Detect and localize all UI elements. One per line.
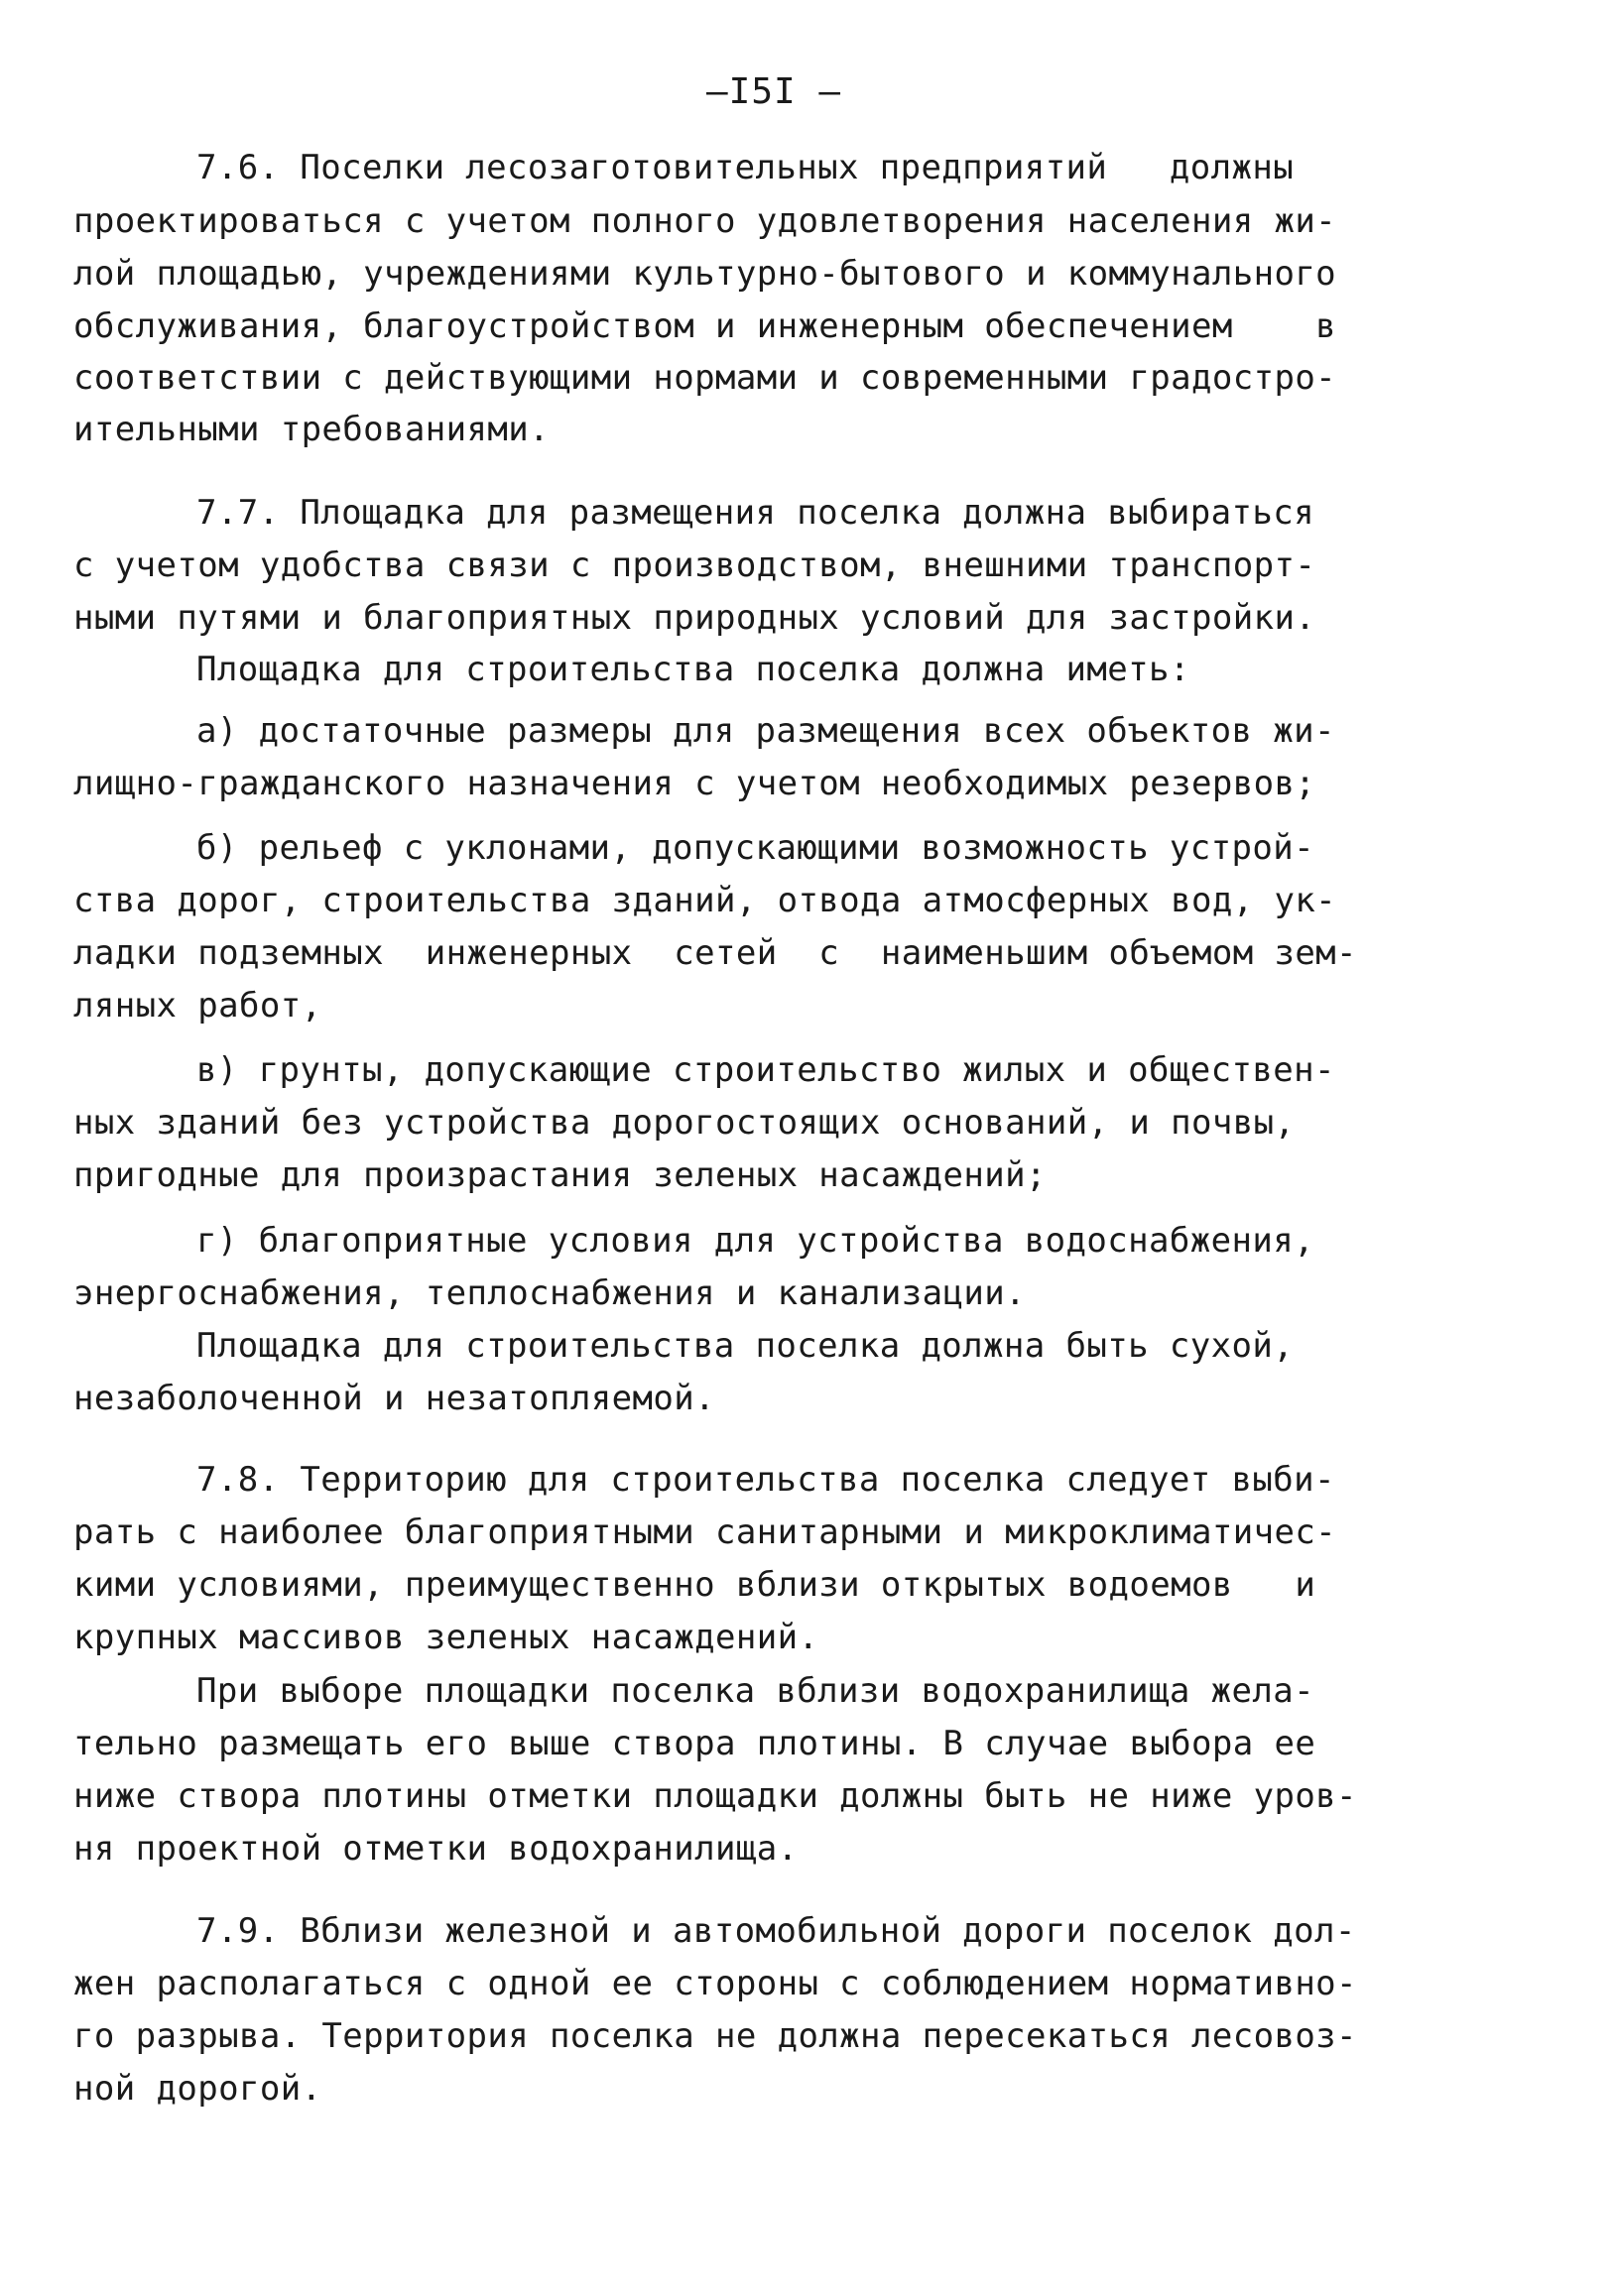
text-line: рать с наиболее благоприятными санитарными и микроклиматичес- [73, 1512, 1337, 1552]
text-line: а) достаточные размеры для размещения всех объектов жи- [196, 711, 1335, 751]
text-line: проектироваться с учетом полного удовлетворения населения жи- [73, 201, 1337, 241]
text-line: пригодные для произрастания зеленых насаждений; [73, 1155, 1047, 1195]
text-line: с учетом удобства связи с производством, внешними транспорт- [73, 545, 1316, 585]
text-line: ными путями и благоприятных природных условий для застройки. [73, 598, 1316, 638]
text-line: жен располагаться с одной ее стороны с соблюдением нормативно- [73, 1964, 1357, 2003]
text-line: энергоснабжения, теплоснабжения и канализации. [73, 1273, 1027, 1313]
text-line: 7.8. Территорию для строительства поселка следует выби- [196, 1460, 1335, 1500]
text-line: крупных массивов зеленых насаждений. [73, 1618, 819, 1657]
text-line: в) грунты, допускающие строительство жилых и обществен- [196, 1050, 1335, 1090]
text-line: обслуживания, благоустройством и инженерным обеспечением в [73, 306, 1337, 346]
text-line: ства дорог, строительства зданий, отвода атмосферных вод, ук- [73, 881, 1337, 920]
text-line: тельно размещать его выше створа плотины. В случае выбора ее [73, 1724, 1316, 1763]
text-line: При выборе площадки поселка вблизи водохранилища жела- [196, 1671, 1314, 1711]
text-line: соответствии с действующими нормами и современными градостро- [73, 358, 1337, 398]
text-line: Площадка для строительства поселка должна быть сухой, [196, 1326, 1295, 1366]
text-line: б) рельеф с уклонами, допускающими возможность устрой- [196, 828, 1314, 868]
text-line: го разрыва. Территория поселка не должна пересекаться лесовоз- [73, 2016, 1357, 2056]
page-number: —I5I — [705, 71, 842, 112]
text-line: ляных работ, [73, 986, 322, 1026]
text-line: незаболоченной и незатопляемой. [73, 1379, 715, 1418]
text-line: ной дорогой. [73, 2069, 322, 2109]
text-line: 7.6. Поселки лесозаготовительных предприятий должны [196, 148, 1295, 187]
text-line: ительными требованиями. [73, 410, 551, 449]
text-line: 7.7. Площадка для размещения поселка должна выбираться [196, 493, 1314, 533]
text-line: ных зданий без устройства дорогостоящих оснований, и почвы, [73, 1103, 1296, 1143]
text-line: лищно-гражданского назначения с учетом необходимых резервов; [73, 764, 1316, 803]
text-line: ладки подземных инженерных сетей с наименьшим объемом зем- [73, 933, 1357, 973]
text-line: 7.9. Вблизи железной и автомобильной дороги поселок дол- [196, 1911, 1356, 1951]
text-line: Площадка для строительства поселка должна иметь: [196, 650, 1190, 689]
text-line: г) благоприятные условия для устройства водоснабжения, [196, 1221, 1314, 1261]
text-line: лой площадью, учреждениями культурно-бытового и коммунального [73, 254, 1337, 294]
text-line: ня проектной отметки водохранилища. [73, 1829, 799, 1869]
text-line: ниже створа плотины отметки площадки должны быть не ниже уров- [73, 1776, 1357, 1816]
text-line: кими условиями, преимущественно вблизи открытых водоемов и [73, 1565, 1316, 1605]
